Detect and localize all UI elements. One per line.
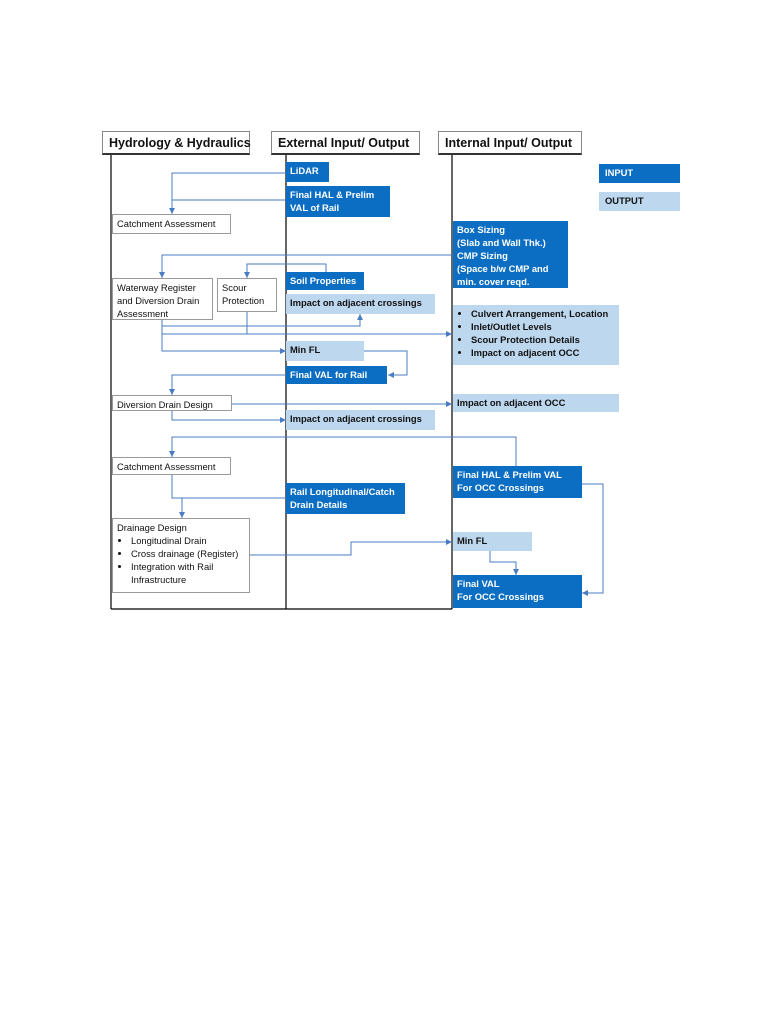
drainage-design-box: [112, 518, 250, 593]
final-val-occ-box: Final VAL For OCC Crossings: [453, 575, 582, 608]
drainage-design-list: [117, 534, 245, 586]
culvert-item: • Impact on adjacent OCC: [471, 346, 615, 359]
final-hal-occ-box: Final HAL & Prelim VAL For OCC Crossings: [453, 466, 582, 498]
legend-output: OUTPUT: [599, 192, 680, 211]
arrow-minfl-to-finalval-occ: [490, 551, 516, 575]
min-fl-external-box: Min FL: [286, 341, 364, 361]
arrow-hal-occ-to-finalval-occ: [582, 484, 603, 593]
catchment-assessment-2-box: Catchment Assessment: [112, 457, 231, 475]
box-sizing-box: Box Sizing (Slab and Wall Thk.) CMP Sizing (Space b/w CMP and min. cover reqd.: [453, 221, 568, 288]
arrow-waterway-to-culvert: [162, 326, 452, 334]
culvert-item: • Inlet/Outlet Levels: [471, 320, 615, 333]
legend-input: INPUT: [599, 164, 680, 183]
rail-longitudinal-box: Rail Longitudinal/Catch Drain Details: [286, 483, 405, 514]
impact-adjacent-crossings-2-box: Impact on adjacent crossings: [286, 410, 435, 430]
column-header-internal: Internal Input/ Output: [438, 131, 582, 155]
min-fl-internal-box: Min FL: [453, 532, 532, 551]
culvert-item: • Culvert Arrangement, Location: [471, 307, 615, 320]
soil-properties-box: Soil Properties: [286, 272, 364, 290]
impact-adjacent-crossings-box: Impact on adjacent crossings: [286, 294, 435, 314]
final-hal-rail-box: Final HAL & Prelim VAL of Rail: [286, 186, 390, 217]
lidar-box: LiDAR: [286, 162, 329, 182]
scour-protection-box: Scour Protection: [217, 278, 277, 312]
culvert-item: • Scour Protection Details: [471, 333, 615, 346]
diversion-drain-design-box: Diversion Drain Design: [112, 395, 232, 411]
final-val-rail-box: Final VAL for Rail: [286, 366, 387, 384]
arrow-catchment-to-drainage: [172, 475, 286, 498]
arrow-finalval-to-diversion: [172, 375, 286, 395]
column-header-hydrology: Hydrology & Hydraulics: [102, 131, 250, 155]
culvert-details-list: [457, 307, 615, 359]
drainage-design-title: Drainage Design: [117, 522, 187, 533]
arrow-waterway-to-minfl: [162, 334, 286, 351]
column-header-external: External Input/ Output: [271, 131, 420, 155]
catchment-assessment-box: Catchment Assessment: [112, 214, 231, 234]
arrow-diversion-to-impact: [172, 411, 286, 420]
waterway-register-box: Waterway Register and Diversion Drain Assessment: [112, 278, 213, 320]
arrow-lidar-to-catchment: [172, 173, 286, 214]
drainage-item: • Longitudinal Drain: [131, 534, 245, 547]
culvert-details-box: [453, 305, 619, 365]
drainage-item: • Cross drainage (Register): [131, 547, 245, 560]
drainage-item: • Integration with Rail Infrastructure: [131, 560, 245, 586]
impact-adjacent-occ-box: Impact on adjacent OCC: [453, 394, 619, 412]
arrow-drainage-to-minfl: [250, 542, 452, 555]
